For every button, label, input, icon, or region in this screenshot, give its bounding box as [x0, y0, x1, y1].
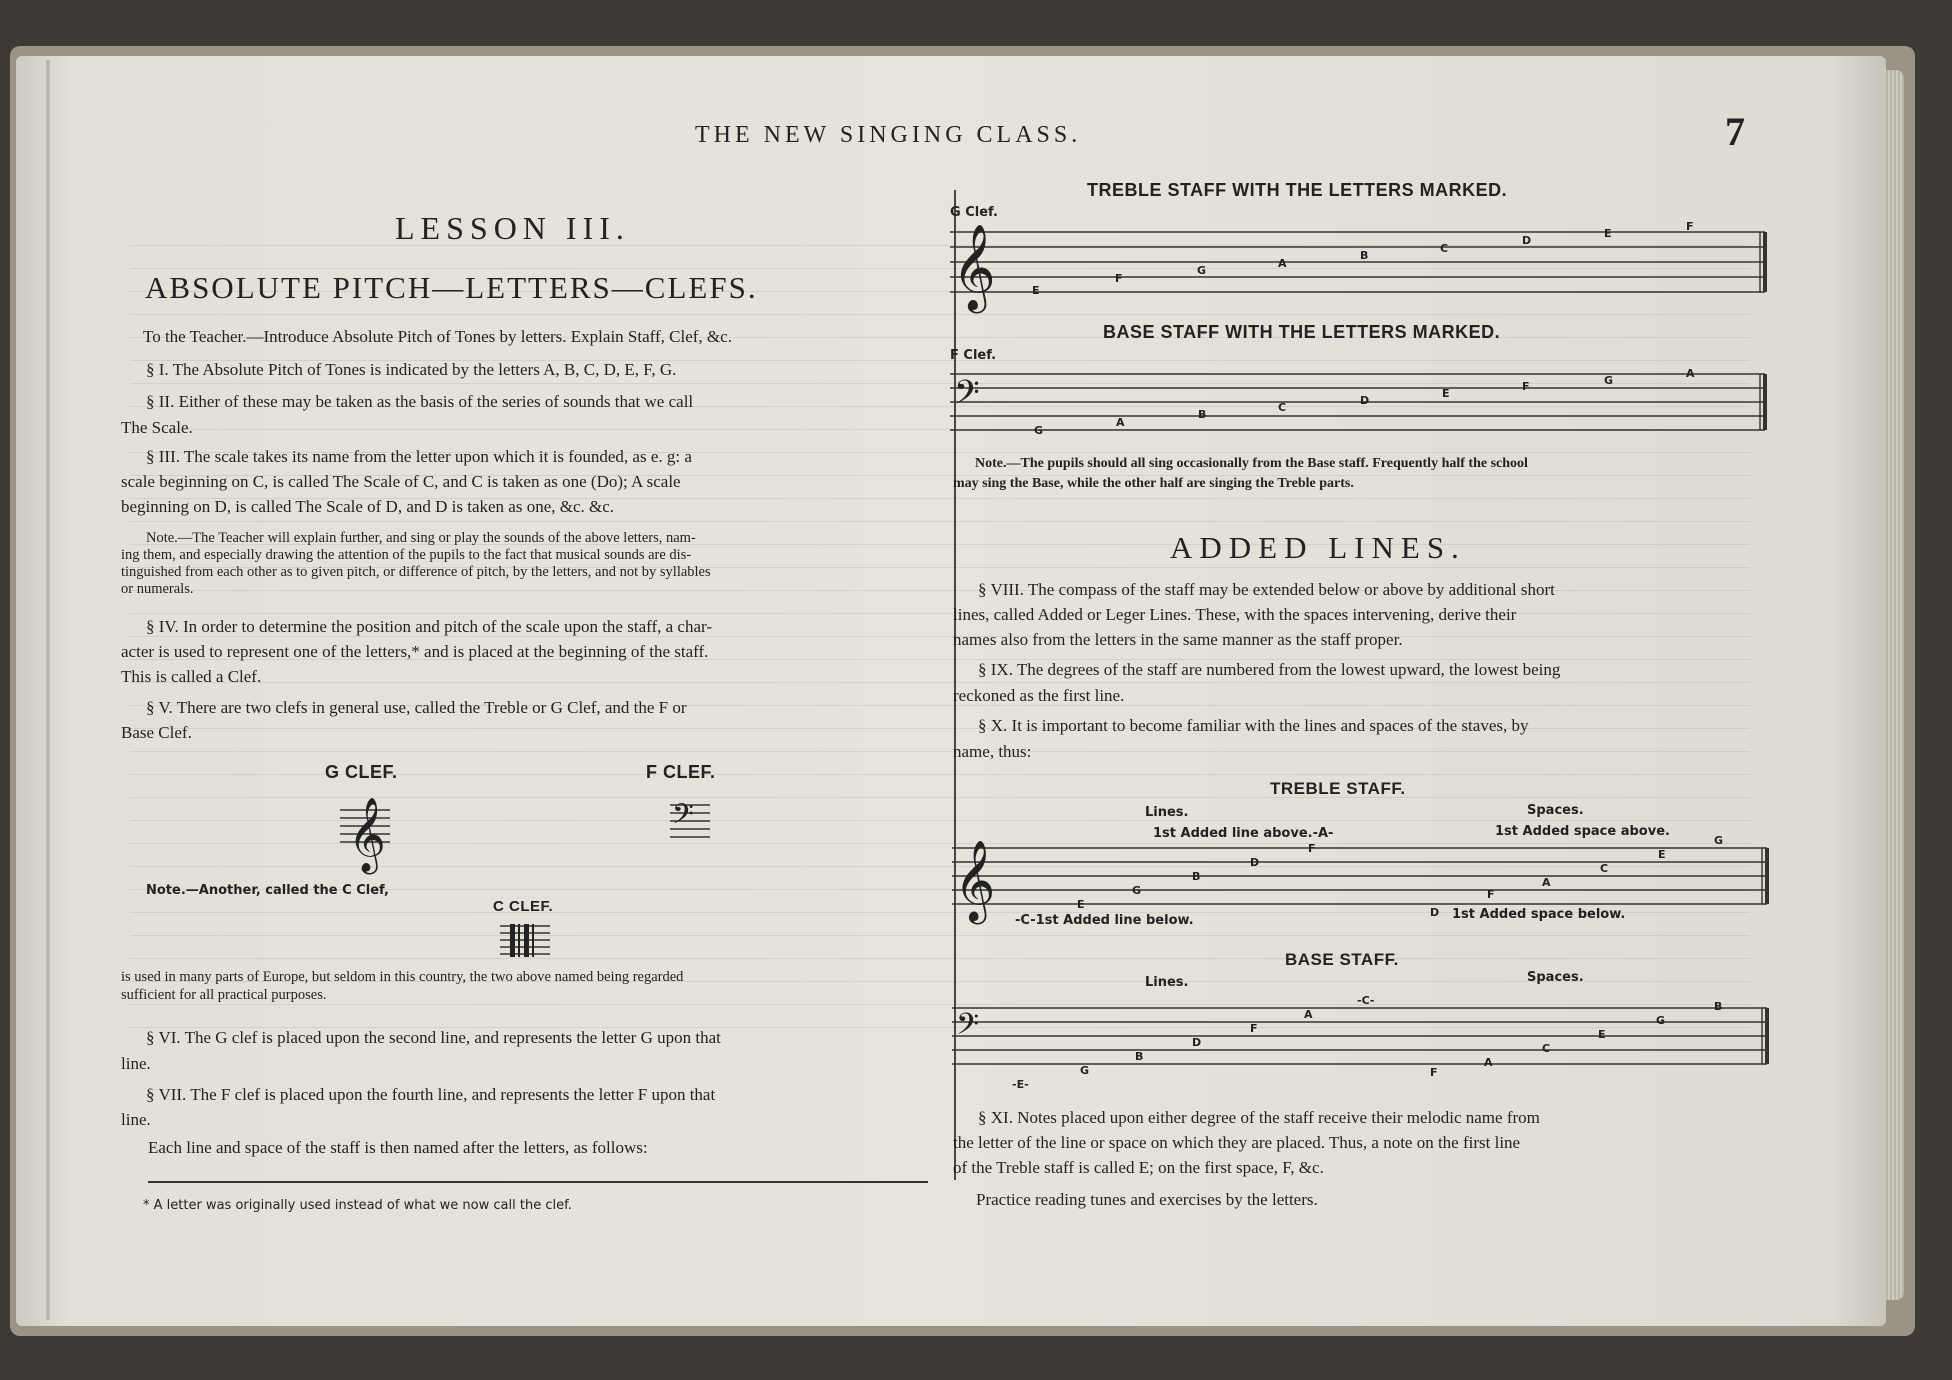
base-staff-title: BASE STAFF WITH THE LETTERS MARKED.: [1103, 322, 1501, 342]
footnote-rule: [148, 1181, 928, 1183]
staff-letter: C: [1278, 401, 1287, 414]
added-line-above-label: 1st Added line above.-A-: [1153, 826, 1334, 841]
lesson-heading: LESSON III.: [395, 210, 630, 246]
staff-letter: G: [1604, 374, 1614, 387]
each-line-text: Each line and space of the staff is then named after the letters, as follows:: [148, 1138, 648, 1157]
staff-letter: F: [1308, 842, 1316, 855]
staff-letter: A: [1304, 1008, 1313, 1021]
section-7-line: § VII. The F clef is placed upon the fourth line, and represents the letter F upon that: [146, 1085, 716, 1104]
section-10-line: § X. It is important to become familiar with the lines and spaces of the staves, by: [978, 716, 1529, 735]
note-line: ing them, and especially drawing the attention of the pupils to the fact that musical sounds are dis-: [121, 547, 692, 563]
section-3-line: § III. The scale takes its name from the letter upon which it is founded, as e. g: a: [146, 447, 692, 466]
staff-letter: D: [1250, 856, 1260, 869]
c-clef-text-line: is used in many parts of Europe, but seldom in this country, the two above named being regarded: [121, 969, 684, 985]
note-line: Note.—The Teacher will explain further, and sing or play the sounds of the above letters, nam-: [146, 530, 696, 546]
page-number: 7: [1725, 109, 1745, 154]
section-11-line: the letter of the line or space on which they are placed. Thus, a note on the first line: [953, 1133, 1521, 1152]
added-space-below-label: 1st Added space below.: [1452, 907, 1626, 922]
svg-text:𝄞: 𝄞: [348, 798, 386, 872]
staff-letter: A: [1116, 416, 1125, 429]
lesson-title: ABSOLUTE PITCH—LETTERS—CLEFS.: [145, 270, 758, 305]
staff-letter: G: [1656, 1014, 1666, 1027]
teacher-note: To the Teacher.—Introduce Absolute Pitch of Tones by letters. Explain Staff, Clef, &c.: [143, 327, 732, 346]
staff-letter: G: [1714, 834, 1724, 847]
added-line-below-label: -C-1st Added line below.: [1015, 913, 1194, 928]
staff-letter: D: [1430, 906, 1440, 919]
staff-letter: F: [1250, 1022, 1258, 1035]
c-clef-icon: [500, 922, 550, 962]
added-lines-title: ADDED LINES.: [1170, 530, 1466, 565]
bass-clef-icon: 𝄢: [954, 374, 980, 420]
section-3-line: beginning on D, is called The Scale of D, and D is taken as one, &c. &c.: [121, 497, 615, 516]
section-5-line: Base Clef.: [121, 723, 192, 742]
staff-letter: A: [1686, 367, 1695, 380]
f-clef-label: F CLEF.: [646, 762, 716, 782]
g-clef-tag: G Clef.: [950, 205, 998, 220]
treble-clef-icon: 𝄞: [954, 839, 996, 921]
f-clef-tag: F Clef.: [950, 348, 997, 363]
bass-clef-icon: 𝄢: [956, 1008, 980, 1049]
section-2-line: The Scale.: [121, 418, 193, 437]
spaces-label: Spaces.: [1527, 803, 1584, 818]
staff-letter: E: [1077, 898, 1085, 911]
lines-label: Lines.: [1145, 975, 1189, 990]
staff-letter: C: [1542, 1042, 1551, 1055]
section-11-line: § XI. Notes placed upon either degree of the staff receive their melodic name from: [978, 1108, 1540, 1127]
staff-letter: D: [1522, 234, 1532, 247]
section-8-line: § VIII. The compass of the staff may be extended below or above by additional short: [978, 580, 1555, 599]
base-lettered-staff: [950, 362, 1770, 442]
section-9-line: reckoned as the first line.: [953, 686, 1125, 705]
section-4-line: acter is used to represent one of the letters,* and is placed at the beginning of the staff.: [121, 642, 709, 661]
f-clef-icon: [670, 795, 730, 855]
staff-letter: F: [1487, 888, 1495, 901]
c-clef-text-line: sufficient for all practical purposes.: [121, 987, 327, 1003]
section-1: § I. The Absolute Pitch of Tones is indicated by the letters A, B, C, D, E, F, G.: [146, 360, 677, 379]
section-5-line: § V. There are two clefs in general use, called the Treble or G Clef, and the F or: [146, 698, 687, 717]
show-through-texture: [130, 230, 1750, 1050]
section-9-line: § IX. The degrees of the staff are numbered from the lowest upward, the lowest being: [978, 660, 1561, 679]
staff-letter: G: [1197, 264, 1207, 277]
section-6-line: § VI. The G clef is placed upon the second line, and represents the letter G upon that: [146, 1028, 721, 1047]
staff-letter: E: [1032, 284, 1040, 297]
section-6-line: line.: [121, 1054, 151, 1073]
staff-letter: -C-: [1357, 994, 1375, 1007]
staff-letter: G: [1034, 424, 1044, 437]
staff-letter: B: [1135, 1050, 1144, 1063]
staff-letter: A: [1278, 257, 1287, 270]
staff-letter: D: [1360, 394, 1370, 407]
running-title: THE NEW SINGING CLASS.: [695, 122, 1082, 148]
added-space-above-label: 1st Added space above.: [1495, 824, 1670, 839]
staff-letter: E: [1598, 1028, 1606, 1041]
section-8-line: names also from the letters in the same manner as the staff proper.: [953, 630, 1403, 649]
staff-letter: C: [1600, 862, 1609, 875]
book-gutter: [46, 60, 50, 1320]
base-added-lines-staff: [952, 990, 1772, 1090]
staff-letter: F: [1522, 380, 1530, 393]
section-4-line: § IV. In order to determine the position and pitch of the scale upon the staff, a char-: [146, 617, 712, 636]
staff-letter: B: [1714, 1000, 1723, 1013]
treble-lettered-staff: [950, 220, 1770, 310]
section-4-line: This is called a Clef.: [121, 667, 262, 686]
staff-letter: F: [1115, 272, 1123, 285]
staff-letter: F: [1686, 220, 1694, 233]
note-line: or numerals.: [121, 581, 194, 597]
staff-letter: -E-: [1012, 1078, 1029, 1091]
c-clef-label: C CLEF.: [493, 898, 554, 915]
treble-clef-icon: 𝄞: [952, 224, 996, 310]
staff-letter: G: [1132, 884, 1142, 897]
staff-letter: E: [1604, 227, 1612, 240]
section-7-line: line.: [121, 1110, 151, 1129]
staff-letter: G: [1080, 1064, 1090, 1077]
staff-letter: E: [1658, 848, 1666, 861]
staff-letter: D: [1192, 1036, 1202, 1049]
note-line: may sing the Base, while the other half are singing the Treble parts.: [953, 476, 1354, 491]
staff-letter: C: [1440, 242, 1449, 255]
section-2-line: § II. Either of these may be taken as the basis of the series of sounds that we call: [146, 392, 694, 411]
section-10-line: name, thus:: [953, 742, 1032, 761]
spaces-label: Spaces.: [1527, 970, 1584, 985]
staff-letter: B: [1192, 870, 1201, 883]
practice-text: Practice reading tunes and exercises by the letters.: [976, 1190, 1318, 1209]
lines-label: Lines.: [1145, 805, 1189, 820]
base-staff-heading: BASE STAFF.: [1285, 950, 1399, 969]
footnote: * A letter was originally used instead of what we now call the clef.: [143, 1198, 572, 1213]
staff-letter: B: [1198, 408, 1207, 421]
treble-staff-heading: TREBLE STAFF.: [1270, 779, 1406, 798]
staff-letter: A: [1484, 1056, 1493, 1069]
staff-letter: E: [1442, 387, 1450, 400]
g-clef-icon: [340, 790, 400, 870]
svg-text:𝄢: 𝄢: [672, 798, 694, 838]
note-line: tinguished from each other as to given pitch, or difference of pitch, by the letters, and not by syllables: [121, 564, 711, 580]
section-11-line: of the Treble staff is called E; on the first space, F, &c.: [953, 1158, 1324, 1177]
staff-letter: B: [1360, 249, 1369, 262]
section-8-line: lines, called Added or Leger Lines. These, with the spaces intervening, derive their: [953, 605, 1517, 624]
g-clef-label: G CLEF.: [325, 762, 398, 782]
staff-letter: A: [1542, 876, 1551, 889]
c-clef-note: Note.—Another, called the C Clef,: [146, 883, 389, 898]
section-3-line: scale beginning on C, is called The Scale of C, and C is taken as one (Do); A scale: [121, 472, 681, 491]
staff-letter: F: [1430, 1066, 1438, 1079]
treble-staff-title: TREBLE STAFF WITH THE LETTERS MARKED.: [1087, 180, 1508, 200]
note-line: Note.—The pupils should all sing occasionally from the Base staff. Frequently half the school: [975, 456, 1528, 471]
